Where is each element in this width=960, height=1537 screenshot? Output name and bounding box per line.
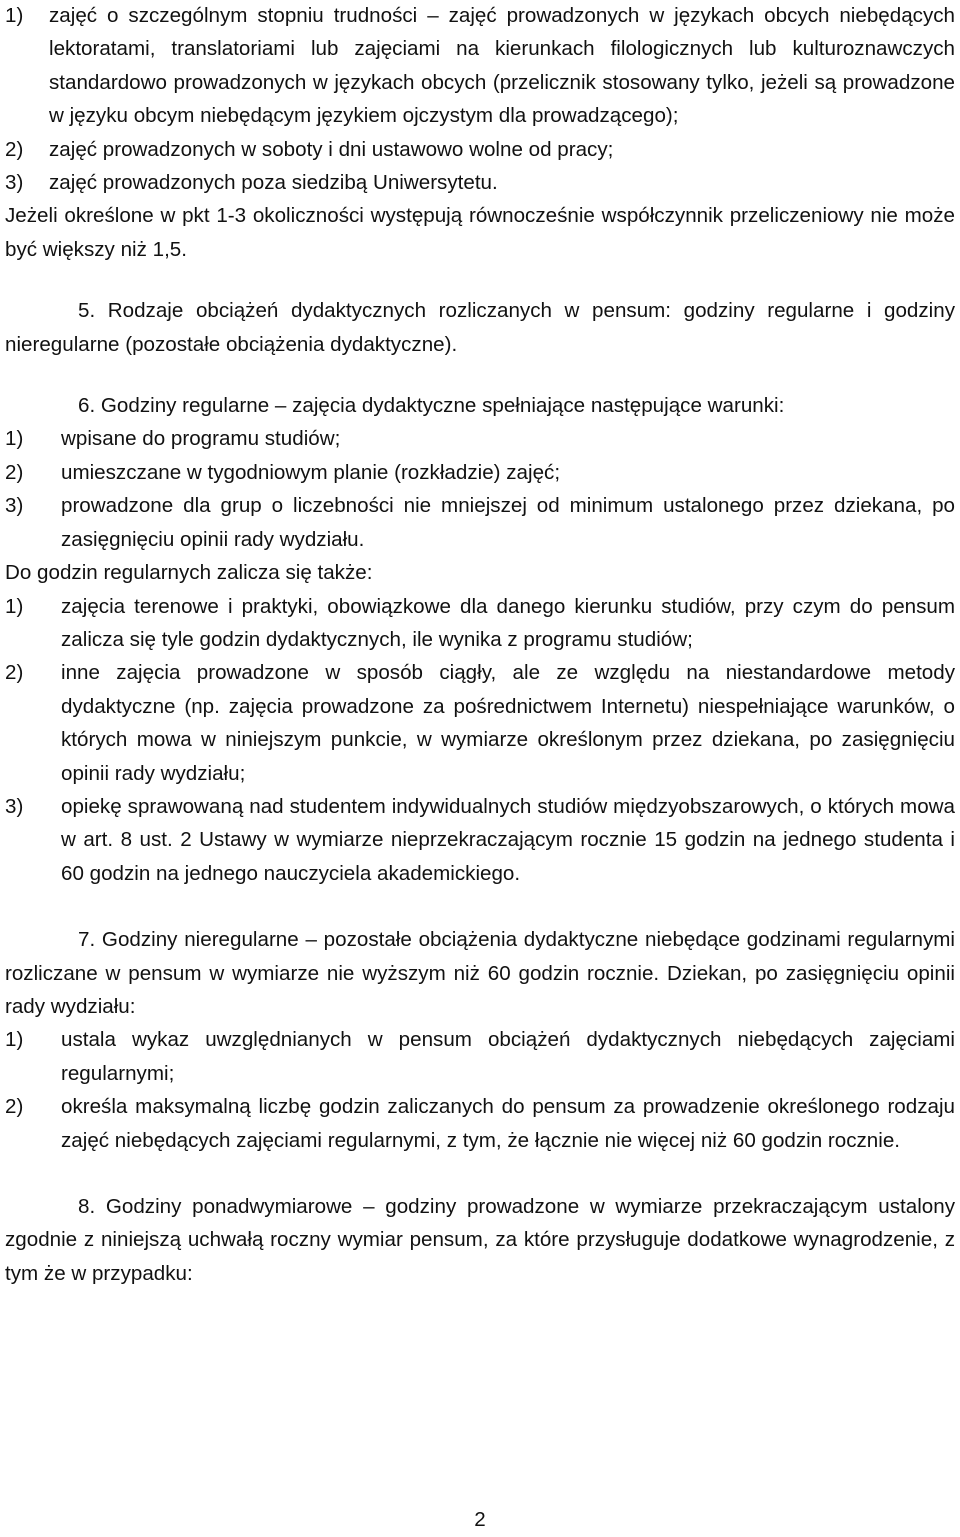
section-6-intro: 6. Godziny regularne – zajęcia dydaktyczne spełniające następujące warunki: (78, 394, 785, 418)
list-item (5, 489, 955, 556)
section-8-paragraph: 8. Godziny ponadwymiarowe – godziny prowadzone w wymiarze przekraczającym ustalony zgodnie z niniejszą uchwałą roczny wymiar pensum, za które przysługuje dodatkowe wynagrodzenie, z tym że w przypadku: (5, 1195, 955, 1285)
list-item-text: umieszczane w tygodniowym planie (rozkładzie) zajęć; (61, 460, 561, 484)
list-item-number: 1) (5, 594, 24, 618)
section-5-paragraph: 5. Rodzaje obciążeń dydaktycznych rozliczanych w pensum: godziny regularne i godziny nieregularne (pozostałe obciążenia dydaktyczne). (5, 299, 955, 356)
list-item-number: 1) (5, 427, 24, 451)
section-6-also-intro: Do godzin regularnych zalicza się także: (5, 561, 373, 585)
list-item-text: określa maksymalną liczbę godzin zaliczanych do pensum za prowadzenie określonego rodzaju zajęć niebędących zajęciami regularnymi, z tym, że łącznie nie więcej niż 60 godzin rocznie. (61, 1095, 955, 1152)
list-item-text: zajęć o szczególnym stopniu trudności – zajęć prowadzonych w językach obcych niebędących lektoratami, translatoriami lub zajęciami na kierunkach filologicznych lub kulturoznawczych standardowo prowadzonych w językach obcych (przelicznik stosowany tylko, jeżeli są prowadzone w języku obcym niebędącym językiem ojczystym dla prowadzącego); (49, 4, 955, 128)
list-item-number: 2) (5, 137, 24, 161)
list-item-number: 2) (5, 460, 24, 484)
list-item-text: inne zajęcia prowadzone w sposób ciągły, ale ze względu na niestandardowe metody dydaktyczne (np. zajęcia prowadzone za pośrednictwem Internetu) niespełniające warunków, o których mowa w niniejszym punkcie, w wymiarze określonym przez dziekana, po zasięgnięciu opinii rady wydziału; (61, 661, 955, 785)
page-number: 2 (474, 1508, 486, 1531)
list-item-number: 2) (5, 1095, 24, 1119)
section-7-intro: 7. Godziny nieregularne – pozostałe obciążenia dydaktyczne niebędące godzinami regularnymi rozliczane w pensum w wymiarze nie wyższym niż 60 godzin rocznie. Dziekan, po zasięgnięciu opinii rady wydziału: (5, 928, 955, 1018)
list-item (5, 590, 955, 657)
list-item-number: 1) (5, 4, 24, 27)
list-item (5, 166, 955, 199)
document-page (5, 0, 955, 1290)
section-6-also-list (5, 590, 955, 891)
list-item (5, 1090, 955, 1157)
list-item-number: 3) (5, 794, 24, 818)
list-item (5, 656, 955, 790)
list-item-text: zajęcia terenowe i praktyki, obowiązkowe dla danego kierunku studiów, przy czym do pensum zalicza się tyle godzin dydaktycznych, ile wynika z programu studiów; (61, 594, 955, 651)
list-item (5, 456, 955, 489)
list-item-number: 3) (5, 494, 24, 518)
list-item (5, 790, 955, 890)
list-item (5, 133, 955, 166)
list-item-text: wpisane do programu studiów; (61, 427, 341, 451)
list-item-text: opiekę sprawowaną nad studentem indywidualnych studiów międzyobszarowych, o których mowa w art. 8 ust. 2 Ustawy w wymiarze nieprzekraczającym rocznie 15 godzin na jednego studenta i 60 godzin na jednego nauczyciela akademickiego. (61, 794, 955, 885)
section-7-list (5, 1023, 955, 1157)
list-item-number: 3) (5, 171, 24, 195)
list-item-number: 2) (5, 661, 24, 685)
list-item (5, 1023, 955, 1090)
list-item (5, 422, 955, 455)
list-item (5, 0, 955, 133)
list-item-number: 1) (5, 1028, 24, 1052)
list-item-text: zajęć prowadzonych w soboty i dni ustawowo wolne od pracy; (49, 137, 614, 161)
list-item-text: prowadzone dla grup o liczebności nie mniejszej od minimum ustalonego przez dziekana, po zasięgnięciu opinii rady wydziału. (61, 494, 955, 551)
list-item-text: ustala wykaz uwzględnianych w pensum obciążeń dydaktycznych niebędących zajęciami regularnymi; (61, 1028, 955, 1085)
coefficient-paragraph: Jeżeli określone w pkt 1-3 okoliczności występują równocześnie współczynnik przeliczeniowy nie może być większy niż 1,5. (5, 204, 955, 261)
list-item-text: zajęć prowadzonych poza siedzibą Uniwersytetu. (49, 171, 498, 195)
section-6-list (5, 422, 955, 556)
top-list (5, 0, 955, 199)
